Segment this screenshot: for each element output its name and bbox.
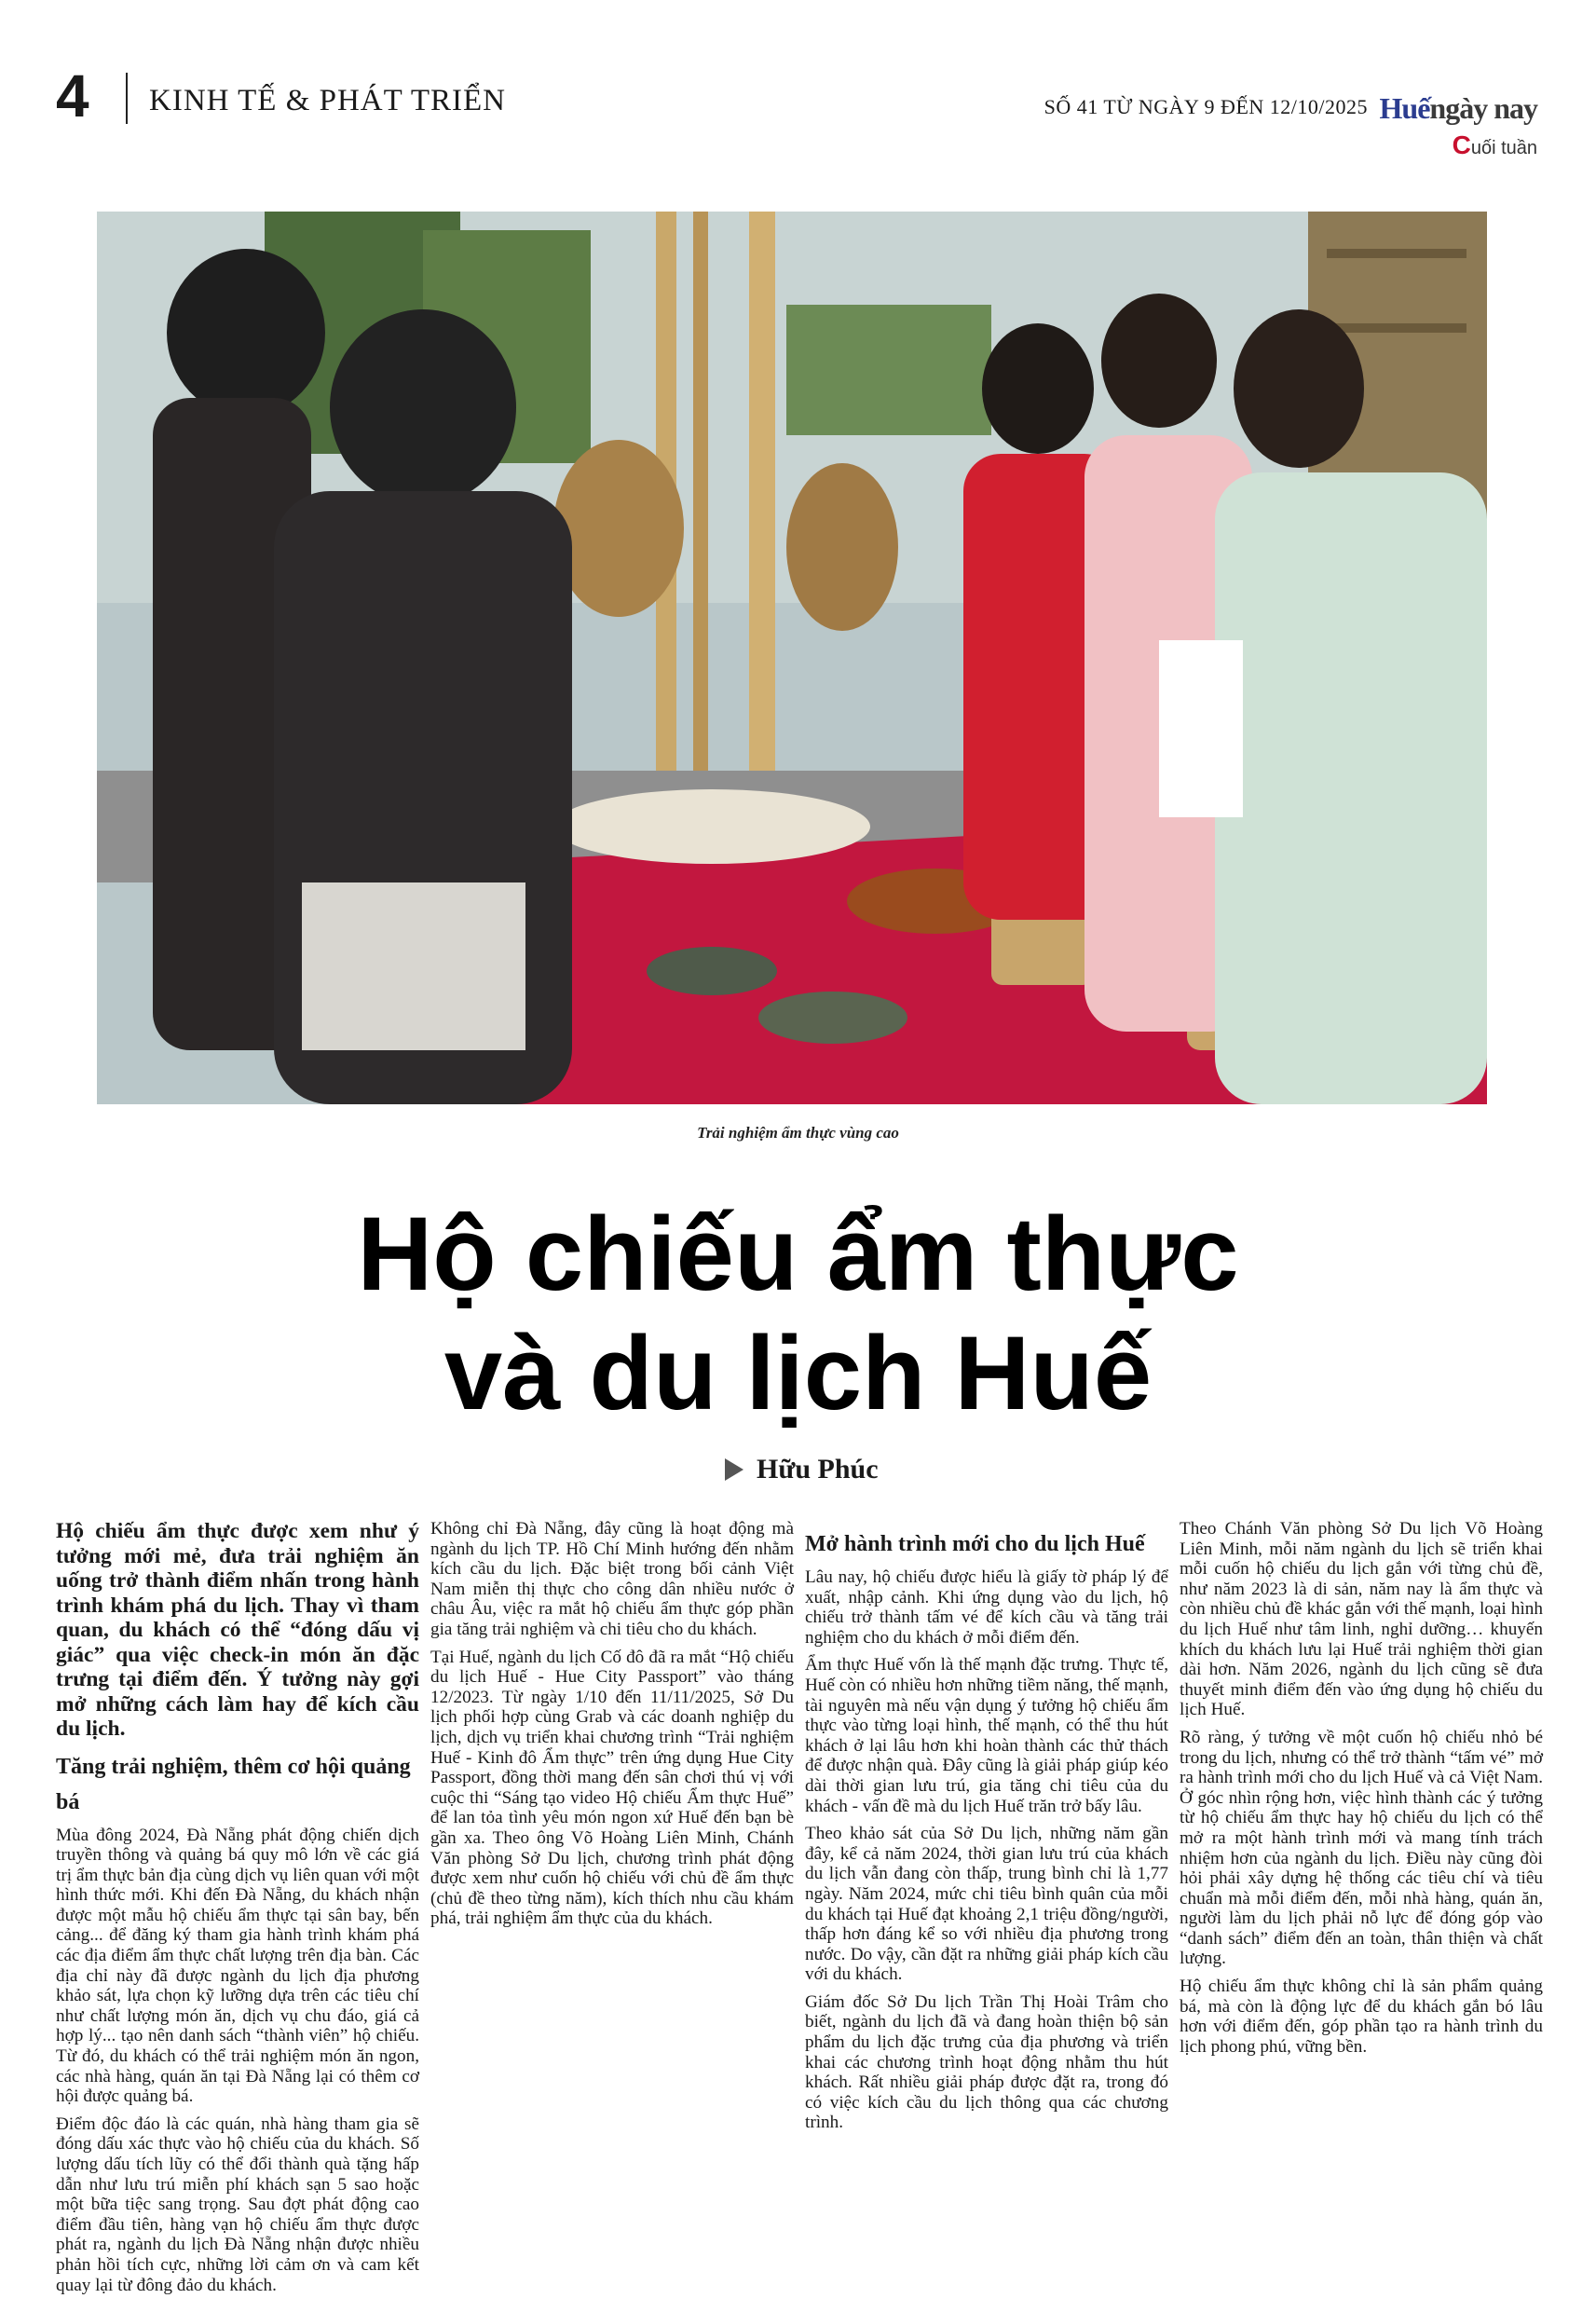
paragraph-6: Ẩm thực Huế vốn là thế mạnh đặc trưng. Thực tế, Huế còn có nhiều hơn những tiềm năng, thế mạnh, tài nguyên mà nếu vận dụng ý tưởng hộ chiếu ẩm thực vào từng loại hình, thế mạnh, có thể thu hút khách ở lại lâu hơn khi hoàn thành các thử thách để được nhận quà. Đây cũng là giải pháp giúp kéo dài thời gian lưu trú, gia tăng chi tiêu của du khách - vấn đề mà du lịch Huế trăn trở bấy lâu. — [805, 1655, 1168, 1816]
column-3 — [805, 1519, 1168, 2141]
publication-logo: Huếngày nay — [1379, 91, 1537, 125]
paragraph-7: Theo khảo sát của Sở Du lịch, những năm gần đây, kể cả năm 2024, thời gian lưu trú của khách du lịch vẫn đang còn thấp, trung bình chỉ là 1,77 ngày. Năm 2024, mức chi tiêu bình quân của mỗi du khách tại Huế đạt khoảng 2,1 triệu đồng/người, thấp hơn đáng kể so với nhiều địa phương trong nước. Do vậy, cần đặt ra những giải pháp kích cầu với du khách. — [805, 1824, 1168, 1985]
paragraph-1: Mùa đông 2024, Đà Nẵng phát động chiến dịch truyền thông và quảng bá quy mô lớn về các giá trị ẩm thực bản địa cùng dịch vụ liên quan với một hình thức mới. Khi đến Đà Nẵng, du khách nhận được một mẫu hộ chiếu ẩm thực tại sân bay, bến cảng... để đăng ký tham gia hành trình khám phá các địa điểm ẩm thực chất lượng trên địa bàn. Các địa chỉ này đã được ngành du lịch địa phương khảo sát, lựa chọn kỹ lưỡng dựa trên các tiêu chí như chất lượng món ăn, dịch vụ chu đáo, giá cả hợp lý... tạo nên danh sách “thành viên” hộ chiếu. Từ đó, du khách có thể trải nghiệm món ăn ngon, các nhà hàng, quán ăn tại Đà Nẵng lại có thêm cơ hội được quảng bá. — [56, 1825, 419, 2107]
paragraph-4: Tại Huế, ngành du lịch Cố đô đã ra mắt “Hộ chiếu du lịch Huế - Hue City Passport” vào tháng 12/2023. Từ ngày 1/10 đến 11/11/2025, Sở Du lịch phối hợp cùng Grab và các doanh nghiệp du lịch, dịch vụ triển khai chương trình “Trải nghiệm Huế - Kinh đô Ẩm thực” trên ứng dụng Hue City Passport, đồng thời mang đến sân chơi thú vị với cuộc thi “Sáng tạo video Hộ chiếu Ẩm thực Huế” để lan tỏa tình yêu món ngon xứ Huế đến bạn bè gần xa. Theo ông Võ Hoàng Liên Minh, Chánh Văn phòng Sở Du lịch, chương trình phát động được xem như cuốn hộ chiếu với chủ đề ẩm thực (chủ đề theo từng năm), kích thích nhu cầu khám phá, trải nghiệm ẩm thực của du khách. — [430, 1647, 794, 1929]
title-line-1: Hộ chiếu ẩm thực — [357, 1196, 1239, 1312]
subhead-1: Tăng trải nghiệm, thêm cơ hội quảng bá — [56, 1754, 411, 1814]
header-divider — [126, 73, 128, 124]
article-photo — [97, 212, 1487, 1104]
article-lead: Hộ chiếu ẩm thực được xem như ý tưởng mới mẻ, đưa trải nghiệm ăn uống trở thành điểm nhấn trong hành trình khám phá du lịch. Thay vì tham quan, du khách có thể “đóng dấu vị giác” qua việc check-in món ăn đặc trưng tại điểm đến. Ý tưởng này gợi mở những cách làm hay để kích cầu du lịch. — [56, 1519, 419, 1741]
paragraph-5: Lâu nay, hộ chiếu được hiểu là giấy tờ pháp lý để xuất, nhập cảnh. Khi ứng dụng vào du lịch, hộ chiếu trở thành tấm vé để kích cầu và tăng trải nghiệm cho du khách ở mỗi điểm đến. — [805, 1567, 1168, 1648]
paragraph-10: Rõ ràng, ý tưởng về một cuốn hộ chiếu nhỏ bé trong du lịch, nhưng có thể trở thành “tấm vé” mở ra hành trình mới cho du lịch Huế và cả Việt Nam. Ở góc nhìn rộng hơn, việc hình thành các ý tưởng từ hộ chiếu ẩm thực hay hộ chiếu du lịch có thể mở ra một hành trình mới và mang tính trách nhiệm hơn của ngành du lịch. Điều này cũng đòi hỏi phải xây dựng hệ thống các tiêu chí và tiêu chuẩn mà mỗi điểm đến, mỗi nhà hàng, quán ăn, người làm du lịch phải nỗ lực để đóng góp vào “danh sách” điểm đến an toàn, thân thiện và chất lượng. — [1180, 1727, 1543, 1969]
title-line-2: và du lịch Huế — [443, 1315, 1153, 1431]
subhead-2: Mở hành trình mới cho du lịch Huế — [805, 1532, 1145, 1556]
paragraph-8: Giám đốc Sở Du lịch Trần Thị Hoài Trâm cho biết, ngành du lịch đã và đang hoàn thiện bộ sản phẩm du lịch đặc trưng của địa phương và triển khai các chương trình hoạt động nhằm thu hút khách. Rất nhiều giải pháp được đặt ra, trong đó có việc kích cầu du lịch thông qua các chương trình. — [805, 1991, 1168, 2133]
column-2 — [430, 1519, 794, 1936]
issue-info: SỐ 41 TỪ NGÀY 9 ĐẾN 12/10/2025 — [1044, 95, 1368, 118]
byline-triangle-icon — [725, 1458, 743, 1481]
paragraph-11: Hộ chiếu ẩm thực không chỉ là sản phẩm quảng bá, mà còn là động lực để du khách gắn bó lâu hơn với điểm đến, góp phần tạo ra hành trình du lịch phong phú, vững bền. — [1180, 1977, 1543, 2057]
photo-illustration — [97, 212, 1487, 1104]
byline — [725, 1454, 879, 1485]
author-name: Hữu Phúc — [757, 1454, 879, 1484]
paragraph-9: Theo Chánh Văn phòng Sở Du lịch Võ Hoàng Liên Minh, mỗi năm ngành du lịch sẽ triển khai mỗi cuốn hộ chiếu du lịch gắn với từng chủ đề, như năm 2023 là di sản, năm nay là ẩm thực và còn nhiều chủ đề khác gắn với thế mạnh, loại hình du lịch Huế như tâm linh, nghỉ dưỡng… khuyến khích du khách lưu lại Huế trải nghiệm thời gian dài hơn. Năm 2026, ngành du lịch cũng sẽ đưa thuyết minh điểm đến vào ứng dụng hộ chiếu du lịch Huế. — [1180, 1519, 1543, 1720]
section-title: KINH TẾ & PHÁT TRIỂN — [149, 84, 506, 117]
paragraph-3: Không chỉ Đà Nẵng, đây cũng là hoạt động mà ngành du lịch TP. Hồ Chí Minh hướng đến nhằm kích cầu du lịch. Đặc biệt trong bối cảnh Việt Nam miễn thị thực cho công dân nhiều nước ở châu Âu, việc ra mắt hộ chiếu ẩm thực góp phần gia tăng trải nghiệm và chi tiêu cho du khách. — [430, 1519, 794, 1639]
article-title — [0, 1195, 1596, 1433]
column-1 — [56, 1519, 419, 2303]
column-4 — [1180, 1519, 1543, 2064]
photo-caption: Trải nghiệm ẩm thực vùng cao — [697, 1124, 899, 1142]
publication-logo-sub: Cuối tuần — [1452, 130, 1537, 159]
page-number: 4 — [56, 62, 89, 130]
paragraph-2: Điểm độc đáo là các quán, nhà hàng tham gia sẽ đóng dấu xác thực vào hộ chiếu của du khách. Số lượng dấu tích lũy có thể đổi thành quà tặng hấp dẫn như lưu trú miễn phí khách sạn 5 sao hoặc một bữa tiệc sang trọng. Sau đợt phát động cao điểm đầu tiên, hàng vạn hộ chiếu ẩm thực được phát ra, ngành du lịch Đà Nẵng nhận được nhiều phản hồi tích cực, những lời cảm ơn và cam kết quay lại từ đông đảo du khách. — [56, 2114, 419, 2295]
page-header — [56, 63, 1537, 166]
